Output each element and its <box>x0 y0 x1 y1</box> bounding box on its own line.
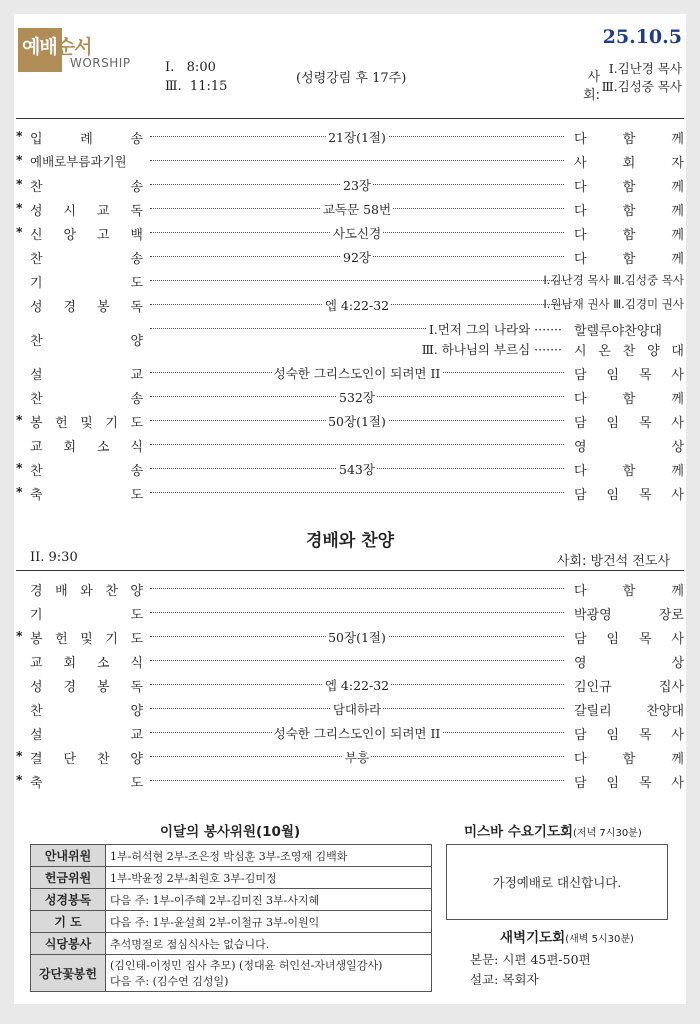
order-row <box>16 480 684 504</box>
order-item-name: 결 단 찬 양 <box>30 752 144 767</box>
anthem-choir-2: 시 온 찬 양 대 <box>574 344 684 359</box>
section2-time: II. 9:30 <box>30 550 78 565</box>
order-item-name: 찬 송 <box>30 392 144 407</box>
wednesday-box <box>446 844 668 920</box>
order-item-name: 축 도 <box>30 776 144 791</box>
order-item-content-text: 21장(1절) <box>328 130 386 145</box>
bulletin-date: 25.10.5 <box>602 26 682 48</box>
dotted-leader <box>150 160 564 161</box>
required-stand-mark: * <box>16 748 23 763</box>
section2-presider: 사회: 방건석 전도사 <box>556 554 670 569</box>
required-stand-mark: * <box>16 176 23 191</box>
order-row <box>16 768 684 792</box>
order-row <box>16 672 684 696</box>
dawn-info <box>470 950 591 990</box>
order-item-content-text: 50장(1절) <box>328 414 386 429</box>
section2-divider <box>16 570 684 571</box>
order-row <box>16 720 684 744</box>
order-row <box>16 648 684 672</box>
order-item-content-text: 교독문 58번 <box>322 202 392 217</box>
order-item-leader: 다 함 께 <box>574 180 684 195</box>
order-item-content-text: 543장 <box>339 462 375 477</box>
dotted-leader <box>150 444 564 445</box>
order-item-leader: 담 임 목 사 <box>574 632 684 647</box>
service-role: 강단꽃봉헌 <box>31 955 106 992</box>
order-row <box>16 576 684 600</box>
anthem-choir-1: 할렐루야찬양대 <box>574 324 662 339</box>
order-item-name: 교 회 소 식 <box>30 656 144 671</box>
order-item-content <box>150 364 564 382</box>
liturgical-season: (성령강림 후 17주) <box>296 71 407 86</box>
order-item-leader: 갈릴리 찬양대 <box>574 704 684 719</box>
order-item-name: 봉 헌 및 기 도 <box>30 632 144 647</box>
order-item-leader: 다 함 께 <box>574 752 684 767</box>
required-stand-mark: * <box>16 152 23 167</box>
order-row <box>16 148 684 172</box>
required-stand-mark: * <box>16 460 23 475</box>
order-row <box>16 744 684 768</box>
service-row <box>31 911 432 933</box>
order-item-content <box>150 700 564 718</box>
dawn-lead: 설교: 목회자 <box>470 972 539 987</box>
service-role: 식당봉사 <box>31 933 106 955</box>
order-item-content-text: 엡 4:22-32 <box>324 678 390 693</box>
order-item-leader: 다 함 께 <box>574 204 684 219</box>
order-item-name: 봉 헌 및 기 도 <box>30 416 144 431</box>
order-item-content <box>150 388 564 406</box>
order-item-name: 찬 양 <box>30 704 144 719</box>
order-row <box>16 244 684 268</box>
order-row <box>16 268 684 292</box>
order-row <box>16 624 684 648</box>
service-role: 안내위원 <box>31 845 106 867</box>
order-item-leader: 다 함 께 <box>574 132 684 147</box>
order-item-content <box>150 460 564 478</box>
order-row <box>16 408 684 432</box>
service-members: 다음 주: 1부-이주혜 2부-김미진 3부-사지혜 <box>106 889 432 911</box>
required-stand-mark: * <box>16 200 23 215</box>
order-item-leader: 다 함 께 <box>574 252 684 267</box>
order-item-name: 찬 송 <box>30 180 144 195</box>
service-members: 1부-박윤정 2부-최원호 3부-김미정 <box>106 867 432 889</box>
order-row <box>16 600 684 624</box>
presider-label: 사회: <box>583 70 601 103</box>
order-row <box>16 432 684 456</box>
order-item-content <box>150 628 564 646</box>
order-item-name: 성 경 봉 독 <box>30 300 144 315</box>
order-item-leader: 박광영 장로 <box>574 608 684 623</box>
order-row <box>16 124 684 148</box>
order-row <box>16 384 684 408</box>
service-role: 헌금위원 <box>31 867 106 889</box>
order-item-leader: 담 임 목 사 <box>574 368 684 383</box>
service-members: 추석명절로 점심식사는 없습니다. <box>106 933 432 955</box>
required-stand-mark: * <box>16 484 23 499</box>
order-item-name: 설 교 <box>30 368 144 383</box>
dotted-leader <box>150 660 564 661</box>
service-row <box>31 867 432 889</box>
order-item-content-text: 사도신경 <box>332 226 382 241</box>
order-item-leader: 담 임 목 사 <box>574 488 684 503</box>
dotted-leader <box>150 280 564 281</box>
order-item-name: 경 배 와 찬 양 <box>30 584 144 599</box>
order-item-name: 신 앙 고 백 <box>30 228 144 243</box>
order-item-name: 성 시 교 독 <box>30 204 144 219</box>
order-item-leader: 담 임 목 사 <box>574 416 684 431</box>
order-item-name: 예배로부름과기원 <box>30 154 127 169</box>
service-members-line: 다음 주: (김수연 김성일) <box>110 975 229 988</box>
order-item-name: 기 도 <box>30 276 144 291</box>
order-item-content <box>150 748 564 766</box>
required-stand-mark: * <box>16 412 23 427</box>
required-stand-mark: * <box>16 628 23 643</box>
order-item-leader: 사 회 자 <box>574 156 684 171</box>
logo-english: WORSHIP <box>70 56 131 70</box>
order-item-leader: 담 임 목 사 <box>574 728 684 743</box>
order-item-name: 입 례 송 <box>30 132 144 147</box>
service-role: 성경봉독 <box>31 889 106 911</box>
dawn-title: 새벽기도회(새벽 5시30분) <box>500 930 634 946</box>
order-item-leader: 영 상 <box>574 440 684 455</box>
order-row <box>16 292 684 316</box>
required-stand-mark: * <box>16 772 23 787</box>
service-row <box>31 955 432 992</box>
order-item-leader: 다 함 께 <box>574 584 684 599</box>
service-committee-table <box>30 844 432 992</box>
order-item-content <box>150 200 564 218</box>
order-item-content <box>150 128 564 146</box>
dotted-leader <box>150 612 564 613</box>
order-item-name: 찬 송 <box>30 464 144 479</box>
order-item-content <box>150 412 564 430</box>
order-item-content <box>150 724 564 742</box>
order-item-leader: 김인규 집사 <box>574 680 684 695</box>
anthem-line-1-text: Ⅰ.먼저 그의 나라와 ······· <box>428 322 562 337</box>
order-item-content <box>150 296 564 314</box>
order-item-content-text: 92장 <box>343 250 371 265</box>
order-item-content-text: 50장(1절) <box>328 630 386 645</box>
order-row <box>16 696 684 720</box>
header-divider <box>16 118 684 119</box>
order-of-worship-2 <box>16 576 684 792</box>
order-row-anthem <box>16 316 684 360</box>
dotted-leader <box>150 780 564 781</box>
order-item-leader: Ⅰ.김난경 목사 Ⅲ.김성중 목사 <box>543 273 684 287</box>
order-item-name: 축 도 <box>30 488 144 503</box>
order-item-leader: 다 함 께 <box>574 464 684 479</box>
order-item-content <box>150 676 564 694</box>
dotted-leader <box>150 492 564 493</box>
order-row <box>16 196 684 220</box>
service-times: Ⅰ. 8:00 Ⅲ. 11:15 <box>165 60 228 94</box>
order-row <box>16 220 684 244</box>
service-members: 다음 주: 1부-윤설희 2부-이철규 3부-이원익 <box>106 911 432 933</box>
order-row <box>16 456 684 480</box>
wednesday-text: 가정예배로 대신합니다. <box>492 875 622 890</box>
order-row <box>16 172 684 196</box>
order-item-leader: 다 함 께 <box>574 392 684 407</box>
order-item-content-text: 성숙한 그리스도인이 되려면 II <box>273 726 441 741</box>
order-item-name: 찬 송 <box>30 252 144 267</box>
presider-2: Ⅲ.김성중 목사 <box>601 79 682 94</box>
order-item-leader: 다 함 께 <box>574 228 684 243</box>
order-item-content <box>150 248 564 266</box>
service-members-line: (김인태-이정민 집사 추모) (정대윤 허인선-자녀생일감사) <box>110 959 383 972</box>
wednesday-title: 미스바 수요기도회(저녁 7시30분) <box>464 824 642 840</box>
section2-title: 경배와 찬양 <box>305 531 395 551</box>
order-item-name: 기 도 <box>30 608 144 623</box>
order-item-content-text: 532장 <box>339 390 375 405</box>
order-item-content-text: 엡 4:22-32 <box>324 298 390 313</box>
presider-1: Ⅰ.김난경 목사 <box>608 61 682 76</box>
order-item-content-text: 부흥 <box>344 750 370 765</box>
presider-block <box>583 60 682 103</box>
worship-logo <box>18 28 131 72</box>
service-row <box>31 933 432 955</box>
service-members: 1부-허석현 2부-조은정 박심훈 3부-조영재 김백화 <box>106 845 432 867</box>
order-item-content-text: 23장 <box>343 178 371 193</box>
service-row <box>31 845 432 867</box>
order-item-name: 설 교 <box>30 728 144 743</box>
order-item-name: 찬 양 <box>30 334 144 349</box>
required-stand-mark: * <box>16 128 23 143</box>
order-item-content-text: 성숙한 그리스도인이 되려면 II <box>273 366 441 381</box>
anthem-line-2-text: Ⅲ. 하나님의 부르심 ······· <box>421 342 562 357</box>
anthem-line-2 <box>150 340 564 358</box>
order-item-content <box>150 224 564 242</box>
order-row <box>16 360 684 384</box>
order-item-name: 성 경 봉 독 <box>30 680 144 695</box>
service-committee-title: 이달의 봉사위원(10월) <box>160 824 301 840</box>
required-stand-mark: * <box>16 224 23 239</box>
logo-korean: 예배순서 <box>22 36 92 58</box>
dawn-text: 본문: 시편 45편-50편 <box>470 952 591 967</box>
order-item-content-text: 담대하라 <box>332 702 382 717</box>
service-members <box>106 955 432 992</box>
order-item-leader: Ⅰ.원남재 권사 Ⅲ.김경미 권사 <box>543 297 684 311</box>
order-item-content <box>150 176 564 194</box>
order-item-leader: 담 임 목 사 <box>574 776 684 791</box>
order-of-worship-1 <box>16 124 684 504</box>
anthem-line-1 <box>150 320 564 338</box>
service-row <box>31 889 432 911</box>
order-item-leader: 영 상 <box>574 656 684 671</box>
dotted-leader <box>150 588 564 589</box>
service-role: 기 도 <box>31 911 106 933</box>
order-item-name: 교 회 소 식 <box>30 440 144 455</box>
